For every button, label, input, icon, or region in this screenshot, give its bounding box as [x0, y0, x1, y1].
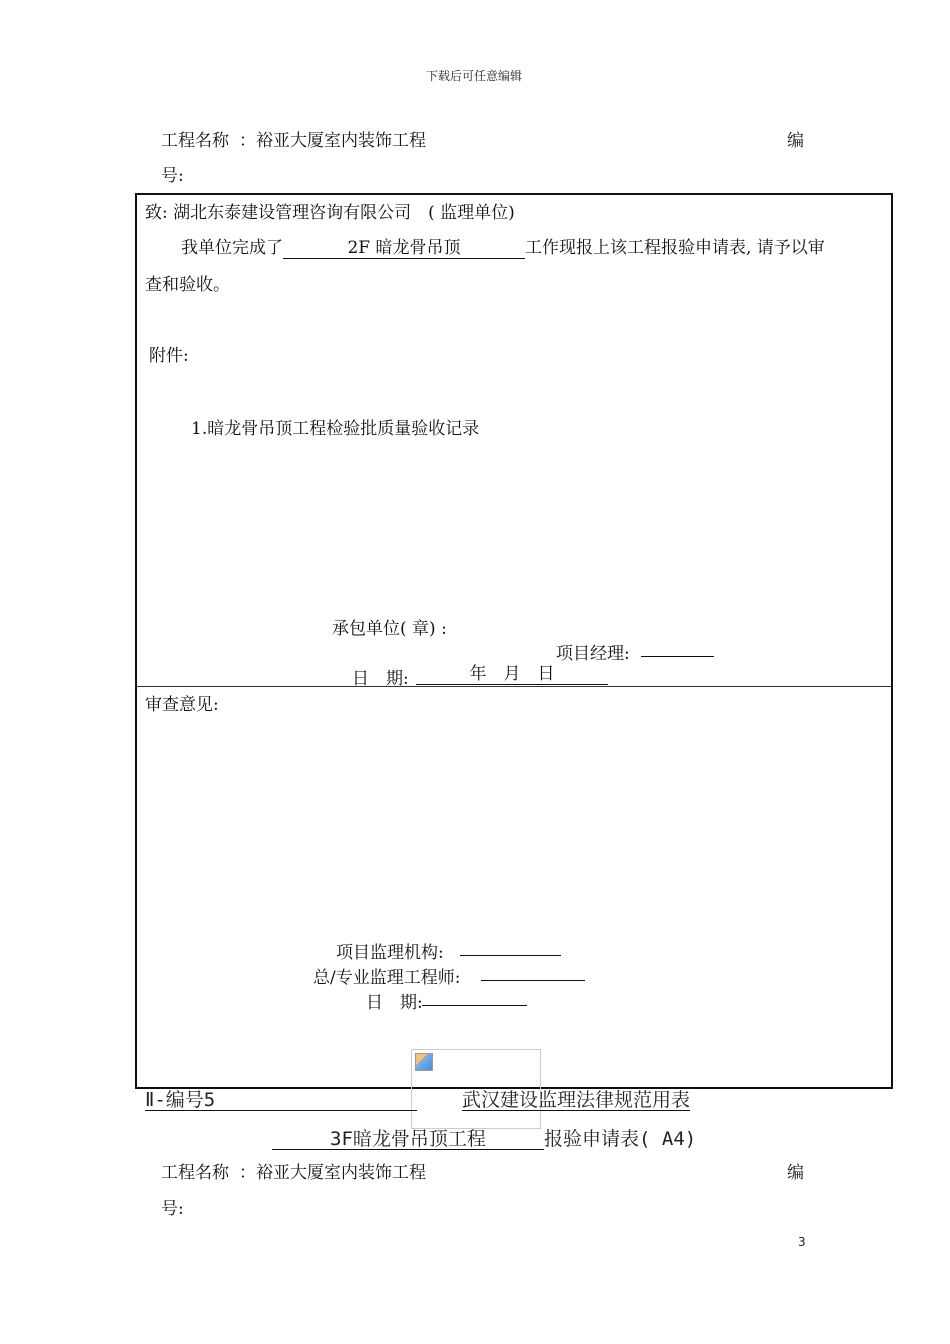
regulation-title: 武汉建设监理法律规范用表 — [462, 1089, 691, 1111]
date-value: 年 月 日 — [416, 664, 608, 685]
project-name-label: 工程名称 — [161, 131, 229, 151]
review-date-field — [422, 1005, 527, 1006]
next-project-name-label: 工程名称 — [161, 1163, 229, 1183]
statement-prefix: 我单位完成了 — [181, 238, 283, 258]
page-header: 下载后可任意编辑 — [426, 69, 523, 83]
chief-engineer-field — [481, 980, 585, 981]
broken-image-icon — [415, 1053, 433, 1071]
attachment-item: 1.暗龙骨吊顶工程检验批质量验收记录 — [191, 419, 480, 439]
page-number: 3 — [798, 1235, 806, 1249]
serial-label-cont: 号: — [161, 166, 184, 186]
work-item-field: 2F 暗龙骨吊顶 — [283, 238, 525, 259]
supervision-org-field — [460, 955, 561, 956]
review-opinion-label: 审查意见: — [145, 695, 219, 715]
recipient-line: 致: 湖北东泰建设管理咨询有限公司 ( 监理单位) — [145, 203, 515, 223]
contractor-label: 承包单位( 章) : — [332, 619, 447, 639]
project-name-value: ：裕亚大厦室内装饰工程 — [239, 131, 426, 151]
next-project-name-value: ：裕亚大厦室内装饰工程 — [239, 1163, 426, 1183]
next-form-code — [145, 1089, 417, 1111]
supervision-org-label: 项目监理机构: — [336, 943, 444, 963]
next-serial-label: 编 — [787, 1163, 804, 1183]
form-code: Ⅱ-编号5 — [145, 1090, 417, 1111]
next-form-type: 报验申请表( A4) — [544, 1128, 697, 1150]
statement-line-2: 查和验收。 — [145, 275, 230, 295]
serial-label: 编 — [787, 131, 804, 151]
review-date-label: 日 期: — [366, 993, 423, 1013]
statement-suffix: 工作现报上该工程报验申请表, 请予以审 — [525, 238, 825, 258]
next-serial-label-cont: 号: — [161, 1199, 184, 1219]
form-section-divider — [135, 686, 891, 687]
project-manager-label: 项目经理: — [556, 644, 630, 664]
next-form-subtitle — [272, 1124, 696, 1151]
chief-engineer-label: 总/专业监理工程师: — [313, 968, 461, 988]
statement-line — [181, 233, 825, 259]
attachments-label: 附件: — [149, 346, 189, 366]
date-label: 日 期: — [352, 669, 409, 689]
next-form-title — [462, 1089, 690, 1111]
project-manager-field — [641, 656, 714, 657]
date-field — [416, 664, 608, 685]
next-work-item: 3F暗龙骨吊顶工程 — [272, 1129, 544, 1150]
